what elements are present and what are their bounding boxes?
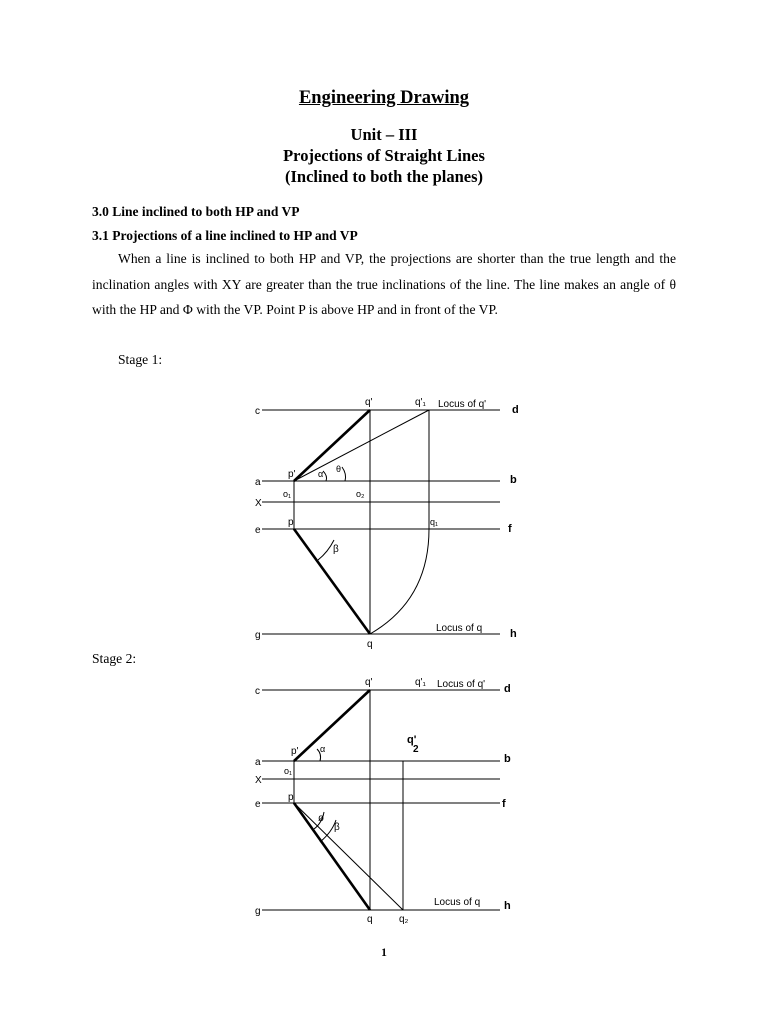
label-e: e [255,799,261,810]
subtitle-line-1: Projections of Straight Lines [283,146,485,165]
label-beta: β [333,544,339,555]
document-title: Engineering Drawing [298,88,470,108]
label-q2: q₂ [399,914,409,925]
body-paragraph: When a line is inclined to both HP and VP, the projections are shorter than the true length and the inclination angles with XY are greater than the true inclinations of the line. The line makes an angle of θ with the HP and Φ with the VP. Point P is above HP and in front of the VP. [92,251,676,317]
label-p: p [288,792,294,803]
label-e: e [255,525,261,536]
label-p: p [288,517,294,528]
label-q1-prime: q'₁ [415,677,426,688]
label-q1-prime: q'₁ [415,397,426,408]
label-f: f [502,798,506,810]
label-g: g [255,906,261,917]
label-q: q [367,639,373,650]
label-q2-prime: q' [407,734,417,746]
label-a: a [255,477,261,488]
top-view-p-q [294,803,370,910]
label-o1: o₁ [284,766,293,776]
label-locus-q: Locus of q [434,897,481,908]
label-b: b [510,474,517,486]
front-view-p-q [294,690,370,761]
label-theta: θ [336,464,342,474]
label-alpha: α [318,469,324,479]
label-h: h [504,900,511,912]
label-locus-q-prime: Locus of q' [437,679,486,690]
section-3-0-heading: 3.0 Line inclined to both HP and VP [92,204,300,219]
label-x: X [255,775,262,786]
label-q: q [367,914,373,925]
label-f: f [508,523,512,535]
line-p-q2 [294,803,403,910]
label-x: X [255,498,262,509]
label-q-prime: q' [365,397,373,408]
label-locus-q: Locus of q [436,623,483,634]
label-beta: β [334,822,340,833]
label-q2-prime-subscript: 2 [413,744,419,755]
label-q1: q₁ [430,517,439,527]
subtitle-line-2: (Inclined to both the planes) [284,167,484,186]
label-q-prime: q' [365,677,373,688]
stage-1-label: Stage 1: [118,352,163,367]
page-number: 1 [381,947,387,959]
section-3-1-heading: 3.1 Projections of a line inclined to HP and VP [92,228,358,243]
label-phi: ø [318,813,325,824]
label-o2: o₂ [356,489,365,499]
label-h: h [510,628,517,640]
stage-2-label: Stage 2: [92,651,137,666]
label-o1: o₁ [283,489,292,499]
label-p-prime: p' [288,469,296,480]
label-b: b [504,753,511,765]
label-alpha: α [320,744,326,754]
unit-heading: Unit – III [350,125,418,144]
label-d: d [512,404,519,416]
label-a: a [255,757,261,768]
label-g: g [255,630,261,641]
label-c: c [255,686,260,697]
label-c: c [255,406,260,417]
label-locus-q-prime: Locus of q' [438,399,487,410]
label-d: d [504,683,511,695]
label-p-prime: p' [291,746,299,757]
